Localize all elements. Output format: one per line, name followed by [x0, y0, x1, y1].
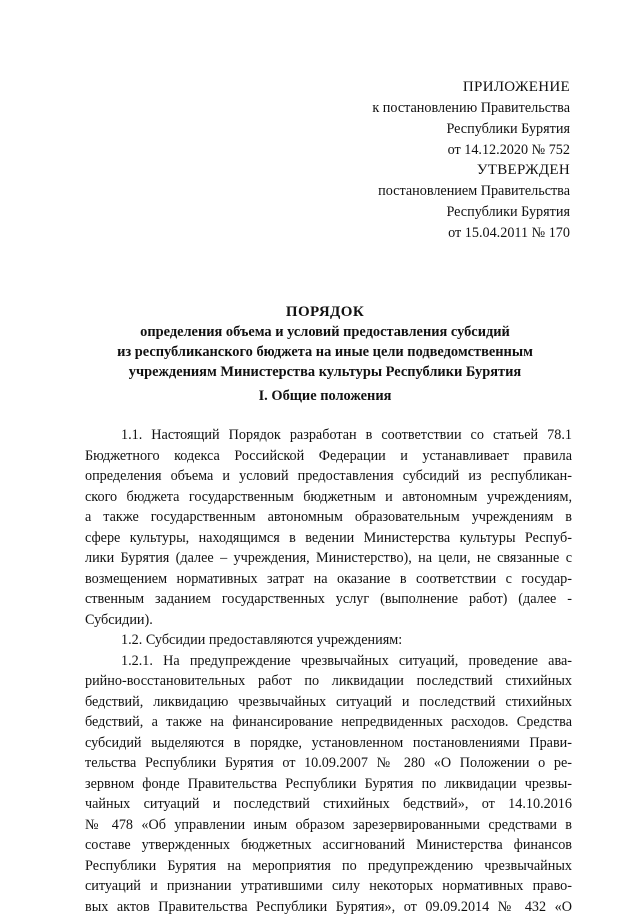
- body-line: бедствий, ликвидацию чрезвычайных ситуаций и последствий стихийных: [85, 692, 572, 713]
- approved-line-1: постановлением Правительства: [378, 181, 570, 202]
- body-line: ского бюджета государственным бюджетным и автономным учреждениям,: [85, 487, 572, 508]
- approved-line-2: Республики Бурятия: [378, 202, 570, 223]
- body-line: возмещением нормативных затрат на оказание в соответствии с государ-: [85, 569, 572, 590]
- body-line: лики Бурятия (далее – учреждения, Министерство), на цели, не связанные с: [85, 548, 572, 569]
- appendix-block: [372, 77, 570, 161]
- title-line-1: определения объема и условий предоставления субсидий: [80, 322, 570, 342]
- body-line: зервном фонде Правительства Республики Бурятия по ликвидации чрезвы-: [85, 774, 572, 795]
- body-line: чайных ситуаций и последствий стихийных бедствий», от 14.10.2016: [85, 794, 572, 815]
- approved-heading: УТВЕРЖДЕН: [378, 160, 570, 181]
- body-line: субсидий выделяются в порядке, установленном постановлениями Прави-: [85, 733, 572, 754]
- body-line: Республики Бурятия на мероприятия по предупреждению чрезвычайных: [85, 856, 572, 877]
- body-line: бедствий, а также на финансирование непредвиденных расходов. Средства: [85, 712, 572, 733]
- body-line: 1.2. Субсидии предоставляются учреждениям:: [85, 630, 572, 651]
- body-line: определения объема и условий предоставления субсидий из республикан-: [85, 466, 572, 487]
- appendix-heading: ПРИЛОЖЕНИЕ: [372, 77, 570, 98]
- body-line: Бюджетного кодекса Российской Федерации и устанавливает правила: [85, 446, 572, 467]
- body-line: 1.1. Настоящий Порядок разработан в соответствии со статьей 78.1: [85, 425, 572, 446]
- section-heading: I. Общие положения: [80, 386, 570, 406]
- appendix-line-2: Республики Бурятия: [372, 119, 570, 140]
- title-line-2: из республиканского бюджета на иные цели подведомственным: [80, 342, 570, 362]
- body-line: ситуаций и признании утратившими силу некоторых нормативных право-: [85, 876, 572, 897]
- approved-block: [378, 160, 570, 244]
- body-line: а также государственным автономным образовательным учреждениям в: [85, 507, 572, 528]
- approved-line-3: от 15.04.2011 № 170: [378, 223, 570, 244]
- body-line: вых актов Правительства Республики Бурятия», от 09.09.2014 № 432 «О: [85, 897, 572, 917]
- appendix-line-3: от 14.12.2020 № 752: [372, 140, 570, 161]
- body-line: сфере культуры, находящимся в ведении Министерства культуры Респуб-: [85, 528, 572, 549]
- body-line: рийно-восстановительных работ по ликвидации последствий стихийных: [85, 671, 572, 692]
- document-title: [80, 302, 570, 382]
- appendix-line-1: к постановлению Правительства: [372, 98, 570, 119]
- body-text: [85, 425, 572, 917]
- title-main: ПОРЯДОК: [80, 302, 570, 322]
- body-line: Субсидии).: [85, 610, 572, 631]
- title-line-3: учреждениям Министерства культуры Республики Бурятия: [80, 362, 570, 382]
- body-line: № 478 «Об управлении иным образом зарезервированными средствами в: [85, 815, 572, 836]
- body-line: ственным заданием государственных услуг (выполнение работ) (далее -: [85, 589, 572, 610]
- body-line: 1.2.1. На предупреждение чрезвычайных ситуаций, проведение ава-: [85, 651, 572, 672]
- body-line: составе утвержденных бюджетных ассигнований Министерства финансов: [85, 835, 572, 856]
- body-line: тельства Республики Бурятия от 10.09.2007 № 280 «О Положении о ре-: [85, 753, 572, 774]
